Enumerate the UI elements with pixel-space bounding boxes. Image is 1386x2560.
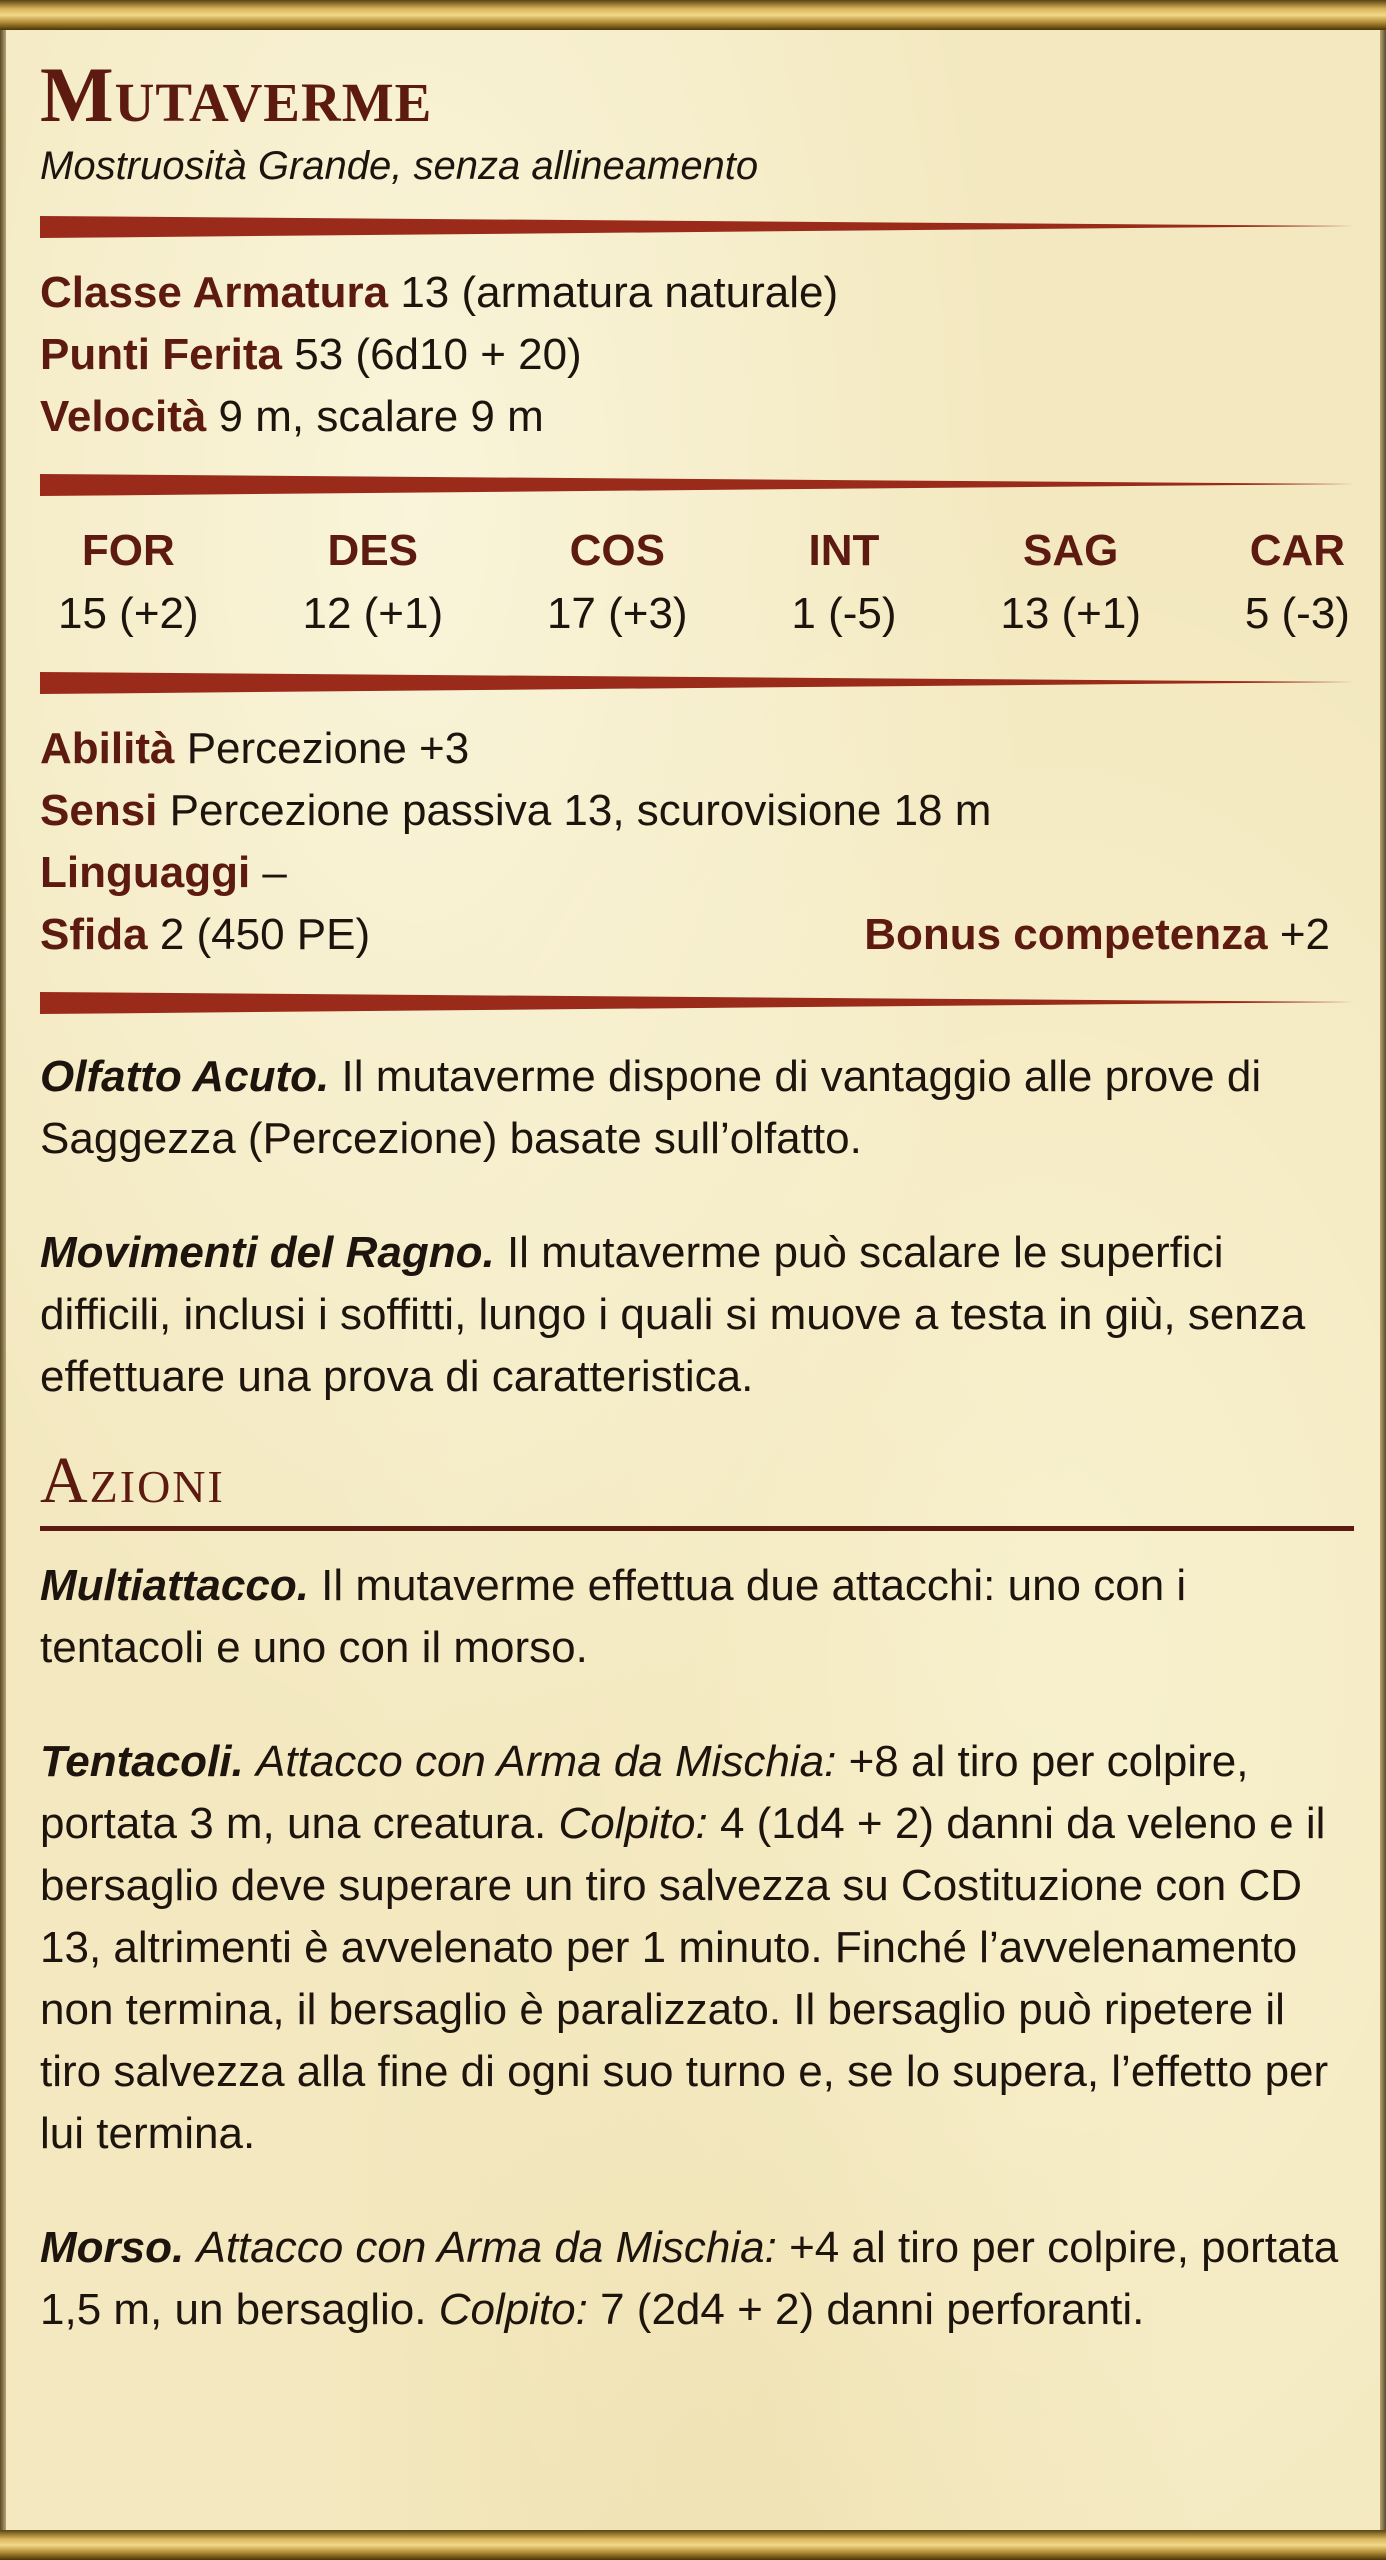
languages-value: – (262, 848, 287, 897)
creature-name: Mutaverme (40, 51, 433, 138)
proficiency-value: +2 (1279, 910, 1330, 959)
trait-text: Il mutaverme dispone di vantaggio alle prove di Saggezza (Percezione) basate sull’olfatto. (40, 1052, 1262, 1163)
hit-points-label: Punti Ferita (40, 330, 283, 379)
proficiency-group (864, 904, 1330, 966)
ability-value: 13 (+1) (1000, 589, 1141, 638)
ability-int (791, 520, 896, 646)
ability-value: 1 (-5) (791, 589, 897, 638)
ability-value: 5 (-3) (1244, 589, 1350, 638)
ability-name: COS (569, 526, 665, 575)
languages-label: Linguaggi (40, 848, 251, 897)
action-title: Tentacoli. (40, 1737, 244, 1786)
hit-points-value: 53 (6d10 + 20) (294, 330, 582, 379)
ability-name: FOR (81, 526, 175, 575)
ability-value: 17 (+3) (546, 589, 688, 638)
skills-line (40, 718, 1354, 780)
ability-name: CAR (1249, 526, 1346, 575)
frame-edge-right (1380, 30, 1386, 2530)
challenge-label: Sfida (40, 910, 148, 959)
armor-class-line (40, 262, 1354, 324)
attack-text: +8 al tiro per colpire, portata 3 m, una creatura. (40, 1737, 1249, 1848)
speed-value: 9 m, scalare 9 m (218, 392, 544, 441)
hit-text: 7 (2d4 + 2) danni perforanti. (600, 2285, 1145, 2334)
hit-text: 4 (1d4 + 2) danni da veleno e il bersaglio deve superare un tiro salvezza su Costituzione con CD 13, altrimenti è avvelenato per 1 minuto. Finché l’avvelenamento non termina, il bersaglio è paralizzato. Il bersaglio può ripetere il tiro salvezza alla fine di ogni suo turno e, se lo supera, l’effetto per lui termina. (40, 1799, 1329, 2158)
senses-line (40, 780, 1354, 842)
ability-con (547, 520, 688, 646)
ability-str (58, 520, 199, 646)
gold-frame-bottom (0, 2530, 1386, 2560)
tapered-rule (40, 990, 1354, 1016)
stat-block-content (40, 51, 1354, 2393)
skills-value: Percezione +3 (186, 724, 470, 773)
gold-frame-top (0, 0, 1386, 30)
ability-dex (302, 520, 443, 646)
ability-name: DES (327, 526, 419, 575)
speed-line (40, 386, 1354, 448)
armor-class-label: Classe Armatura (40, 268, 389, 317)
skills-label: Abilità (40, 724, 175, 773)
ability-wis (1000, 520, 1141, 646)
proficiency-label: Bonus competenza (864, 910, 1268, 959)
ability-name: SAG (1023, 526, 1119, 575)
attack-type: Attacco con Arma da Mischia: (196, 2223, 777, 2272)
action-multiattack (40, 1555, 1354, 1679)
frame-edge-left (0, 30, 6, 2530)
action-title: Multiattacco. (40, 1561, 309, 1610)
trait-text: Il mutaverme può scalare le superfici difficili, inclusi i soffitti, lungo i quali si muove a testa in giù, senza effettuare una prova di caratteristica. (40, 1228, 1306, 1401)
trait-spider-climb (40, 1222, 1354, 1408)
challenge-group (40, 904, 370, 966)
action-text: Il mutaverme effettua due attacchi: uno con i tentacoli e uno con il morso. (40, 1561, 1187, 1672)
ability-cha (1245, 520, 1350, 646)
attack-text: +4 al tiro per colpire, portata 1,5 m, un bersaglio. (40, 2223, 1339, 2334)
trait-keen-smell (40, 1046, 1354, 1170)
trait-title: Olfatto Acuto. (40, 1052, 330, 1101)
ability-scores (40, 520, 1354, 646)
actions-heading: Azioni (40, 1444, 225, 1517)
action-title: Morso. (40, 2223, 185, 2272)
senses-label: Sensi (40, 786, 158, 835)
hit-points-line (40, 324, 1354, 386)
challenge-value: 2 (450 PE) (159, 910, 371, 959)
attack-type: Attacco con Arma da Mischia: (255, 1737, 837, 1786)
actions-heading-rule (40, 1526, 1354, 1531)
ability-value: 12 (+1) (302, 589, 444, 638)
creature-type: Mostruosità Grande, senza allineamento (40, 144, 759, 188)
action-tentacles (40, 1731, 1354, 2165)
tapered-rule (40, 214, 1354, 240)
languages-line (40, 842, 1354, 904)
speed-label: Velocità (40, 392, 207, 441)
hit-label: Colpito: (438, 2285, 588, 2334)
senses-value: Percezione passiva 13, scurovisione 18 m (169, 786, 992, 835)
trait-title: Movimenti del Ragno. (40, 1228, 495, 1277)
action-bite (40, 2217, 1354, 2341)
hit-label: Colpito: (558, 1799, 708, 1848)
armor-class-value: 13 (armatura naturale) (400, 268, 839, 317)
ability-value: 15 (+2) (58, 589, 199, 638)
tapered-rule (40, 670, 1354, 696)
challenge-line (40, 904, 1354, 966)
tapered-rule (40, 472, 1354, 498)
ability-name: INT (808, 526, 880, 575)
